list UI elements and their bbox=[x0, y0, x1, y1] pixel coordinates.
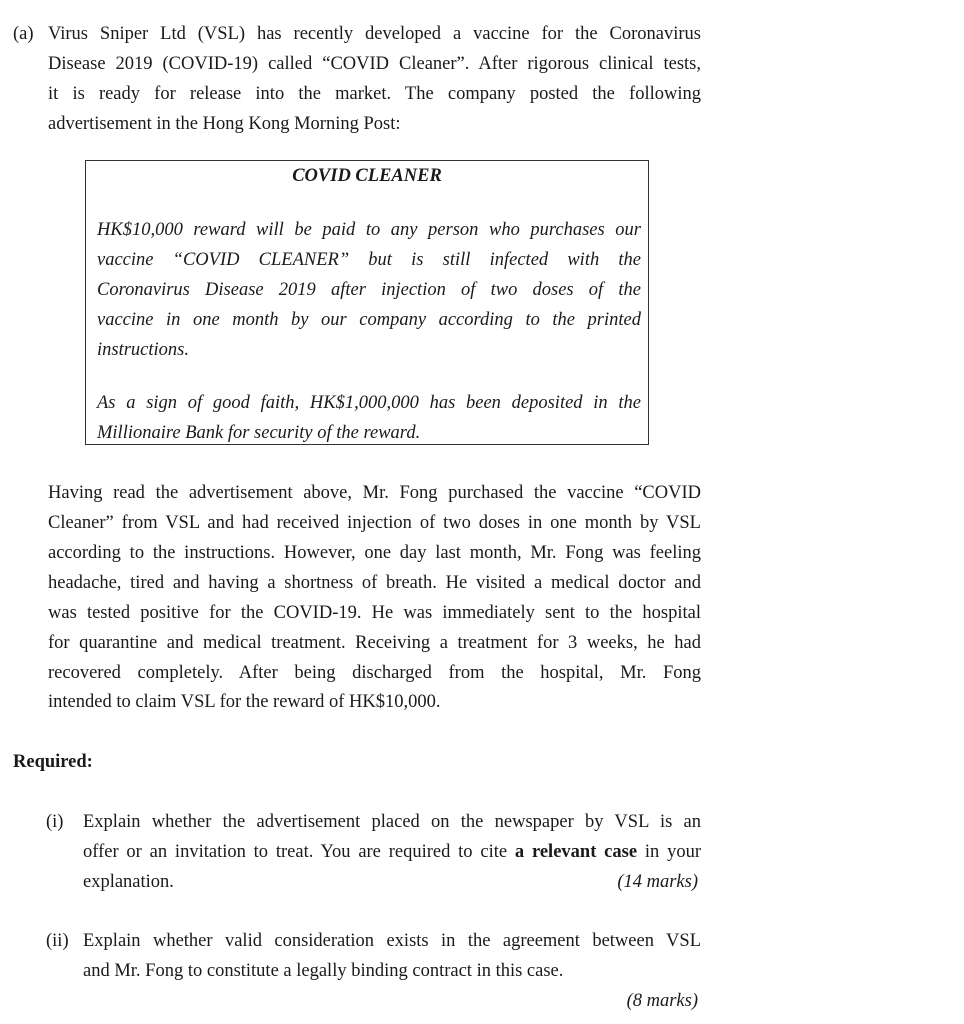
ad-para2-line-2: Millionaire Bank for security of the reward. bbox=[97, 423, 421, 443]
part2-line-1: Explain whether valid consideration exists in the agreement between VSL bbox=[83, 931, 701, 951]
ad-para2-line-1: As a sign of good faith, HK$1,000,000 has been deposited in the bbox=[97, 393, 641, 413]
part1-line-2 bbox=[83, 841, 701, 863]
part2-marks: (8 marks) bbox=[626, 991, 698, 1011]
part2-label: (ii) bbox=[46, 931, 69, 951]
ad-para1-line-3: Coronavirus Disease 2019 after injection of two doses of the bbox=[97, 280, 641, 300]
ad-para1-line-2: vaccine “COVID CLEANER” but is still infected with the bbox=[97, 250, 641, 270]
part1-line-3: explanation. bbox=[83, 872, 174, 892]
intro-line-4: advertisement in the Hong Kong Morning Post: bbox=[48, 114, 401, 134]
intro-line-2: Disease 2019 (COVID-19) called “COVID Cleaner”. After rigorous clinical tests, bbox=[48, 54, 701, 74]
part1-line-2-bold: a relevant case bbox=[514, 842, 638, 862]
facts-line-2: Cleaner” from VSL and had received injection of two doses in one month by VSL bbox=[48, 513, 701, 533]
facts-line-1: Having read the advertisement above, Mr. Fong purchased the vaccine “COVID bbox=[48, 483, 701, 503]
part1-line-2-pre: offer or an invitation to treat. You are required to cite bbox=[83, 842, 515, 862]
advertisement-title: COVID CLEANER bbox=[292, 166, 442, 186]
ad-para1-line-1: HK$10,000 reward will be paid to any person who purchases our bbox=[97, 220, 641, 240]
question-label: (a) bbox=[13, 24, 34, 44]
facts-line-3: according to the instructions. However, one day last month, Mr. Fong was feeling bbox=[48, 543, 701, 563]
facts-line-7: recovered completely. After being discharged from the hospital, Mr. Fong bbox=[48, 663, 701, 683]
part2-line-2: and Mr. Fong to constitute a legally binding contract in this case. bbox=[83, 961, 564, 981]
facts-line-8: intended to claim VSL for the reward of HK$10,000. bbox=[48, 692, 441, 712]
intro-line-1: Virus Sniper Ltd (VSL) has recently developed a vaccine for the Coronavirus bbox=[48, 24, 701, 44]
part1-line-1: Explain whether the advertisement placed on the newspaper by VSL is an bbox=[83, 812, 701, 832]
ad-para1-line-5: instructions. bbox=[97, 340, 189, 360]
facts-line-5: was tested positive for the COVID-19. He was immediately sent to the hospital bbox=[48, 603, 701, 623]
intro-line-3: it is ready for release into the market. The company posted the following bbox=[48, 84, 701, 104]
part1-label: (i) bbox=[46, 812, 64, 832]
facts-line-4: headache, tired and having a shortness of breath. He visited a medical doctor and bbox=[48, 573, 701, 593]
required-heading: Required: bbox=[13, 752, 93, 772]
part1-marks: (14 marks) bbox=[617, 872, 698, 892]
ad-para1-line-4: vaccine in one month by our company according to the printed bbox=[97, 310, 641, 330]
facts-line-6: for quarantine and medical treatment. Receiving a treatment for 3 weeks, he had bbox=[48, 633, 701, 653]
part1-line-2-post: in your bbox=[637, 842, 701, 862]
